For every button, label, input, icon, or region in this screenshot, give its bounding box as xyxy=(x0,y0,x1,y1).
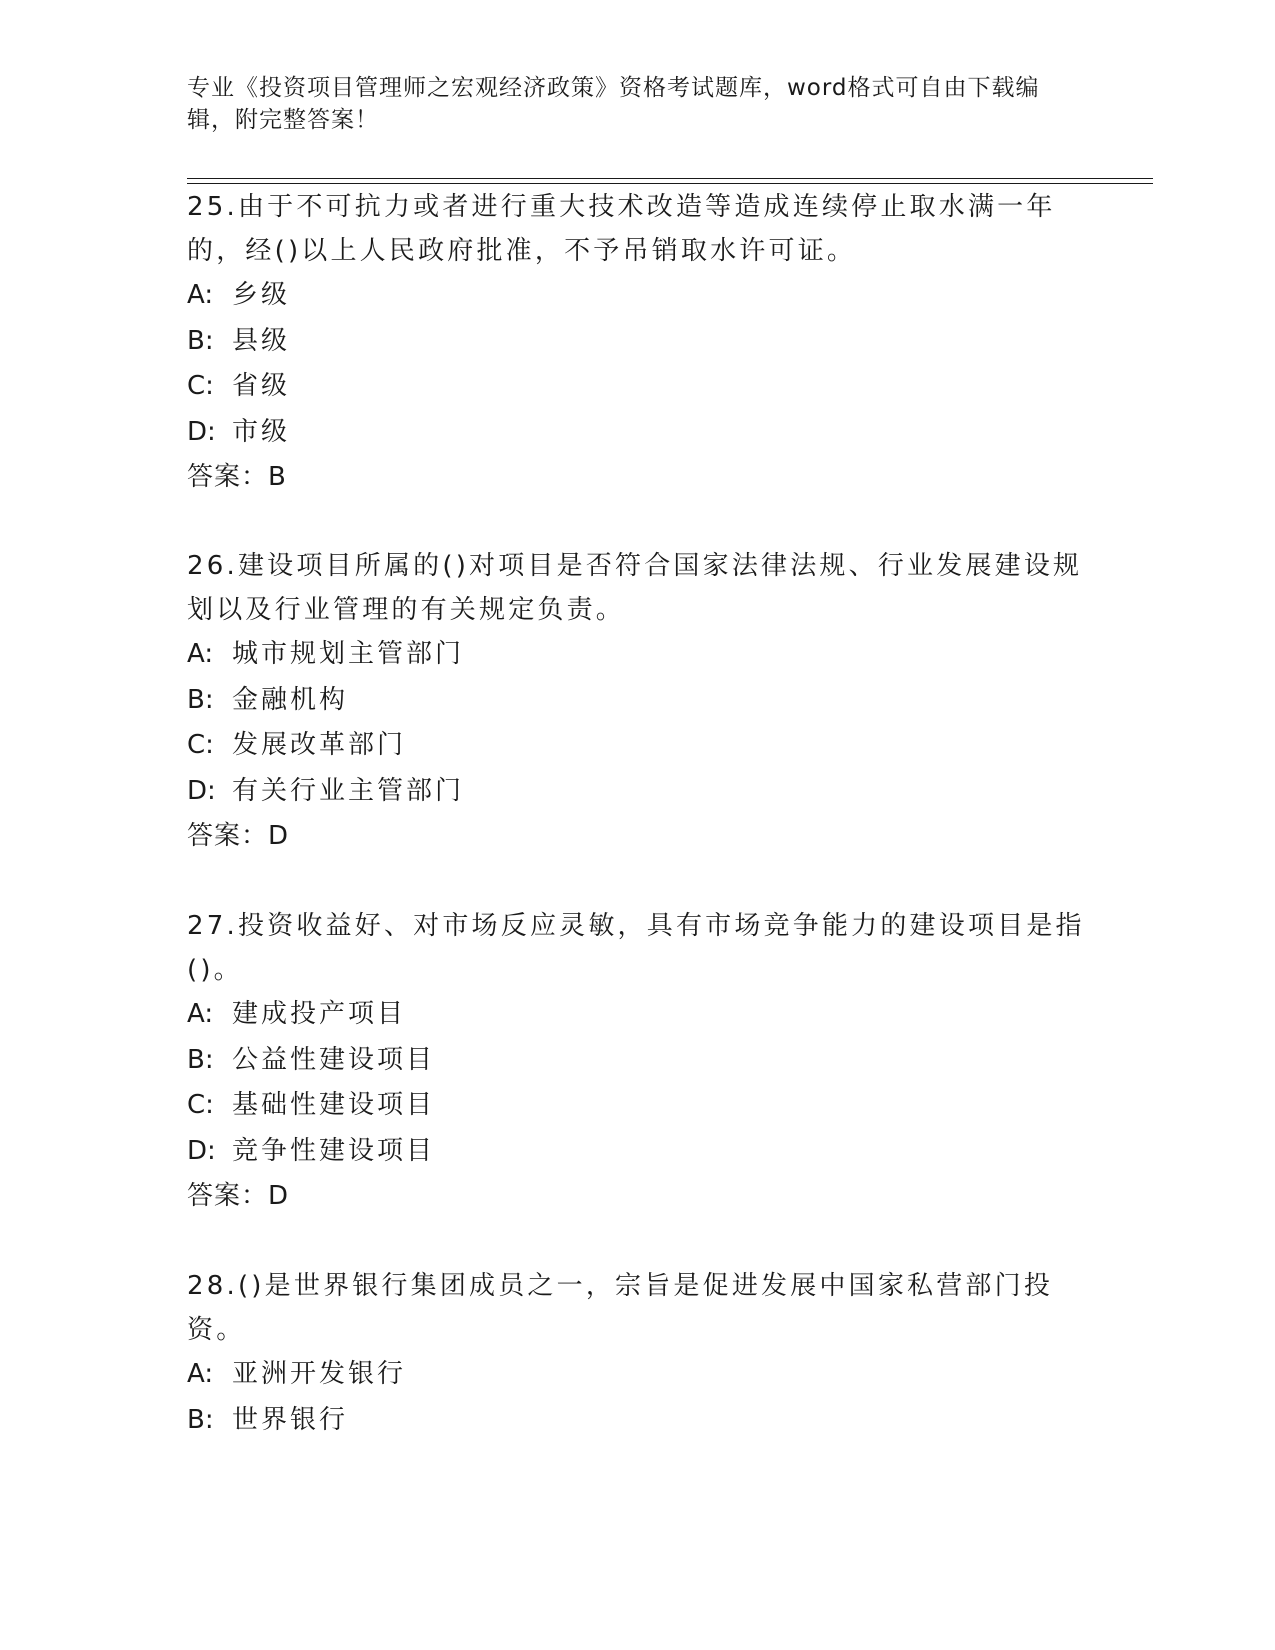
question-28 xyxy=(187,1264,1087,1443)
question-stem: 26.建设项目所属的()对项目是否符合国家法律法规、行业发展建设规划以及行业管理的有关规定负责。 xyxy=(187,551,1083,625)
option-text: 乡级 xyxy=(232,280,291,310)
option-text: 金融机构 xyxy=(232,684,349,715)
option-key: A: xyxy=(187,639,214,669)
option-text: 亚洲开发银行 xyxy=(232,1359,407,1389)
option-text: 建成投产项目 xyxy=(232,999,407,1029)
option-c xyxy=(187,723,1087,769)
option-b xyxy=(187,678,1087,724)
option-text: 县级 xyxy=(232,325,291,356)
option-key: D: xyxy=(187,416,216,447)
answer-line: 答案：B xyxy=(187,462,287,492)
answer-line: 答案：D xyxy=(187,1181,290,1211)
option-a xyxy=(187,632,1087,678)
option-text: 公益性建设项目 xyxy=(232,1044,436,1075)
option-d xyxy=(187,410,1087,456)
option-text: 市级 xyxy=(232,416,291,447)
option-key: A: xyxy=(187,1359,214,1389)
question-stem: 25.由于不可抗力或者进行重大技术改造等造成连续停止取水满一年的，经()以上人民政府批准，不予吊销取水许可证。 xyxy=(187,192,1056,266)
option-key: B: xyxy=(187,1044,214,1075)
option-key: A: xyxy=(187,999,214,1029)
document-header: 专业《投资项目管理师之宏观经济政策》资格考试题库，word格式可自由下载编辑，附完整答案！ xyxy=(187,75,1040,133)
option-key: C: xyxy=(187,371,214,401)
option-text: 城市规划主管部门 xyxy=(232,639,465,669)
option-d xyxy=(187,1129,1087,1175)
option-a xyxy=(187,273,1087,319)
option-text: 省级 xyxy=(232,371,291,401)
header-divider-bottom xyxy=(187,183,1153,184)
option-key: B: xyxy=(187,325,214,356)
option-key: D: xyxy=(187,1135,216,1166)
option-text: 发展改革部门 xyxy=(232,730,407,760)
option-b xyxy=(187,319,1087,365)
question-25 xyxy=(187,185,1087,501)
question-27 xyxy=(187,904,1087,1220)
option-key: C: xyxy=(187,730,214,760)
question-stem: 27.投资收益好、对市场反应灵敏，具有市场竞争能力的建设项目是指()。 xyxy=(187,911,1085,985)
option-a xyxy=(187,1352,1087,1398)
option-c xyxy=(187,1083,1087,1129)
option-text: 基础性建设项目 xyxy=(232,1090,436,1120)
option-b xyxy=(187,1038,1087,1084)
option-text: 竞争性建设项目 xyxy=(232,1135,436,1166)
option-b xyxy=(187,1398,1087,1444)
option-c xyxy=(187,364,1087,410)
header-divider-top xyxy=(187,178,1153,179)
option-d xyxy=(187,769,1087,815)
option-key: B: xyxy=(187,1404,214,1435)
option-key: D: xyxy=(187,775,216,806)
answer-line: 答案：D xyxy=(187,821,290,851)
question-26 xyxy=(187,544,1087,860)
option-key: B: xyxy=(187,684,214,715)
option-text: 世界银行 xyxy=(232,1404,349,1435)
option-a xyxy=(187,992,1087,1038)
option-text: 有关行业主管部门 xyxy=(232,775,465,806)
option-key: A: xyxy=(187,280,214,310)
option-key: C: xyxy=(187,1090,214,1120)
question-stem: 28.()是世界银行集团成员之一，宗旨是促进发展中国家私营部门投资。 xyxy=(187,1271,1054,1345)
